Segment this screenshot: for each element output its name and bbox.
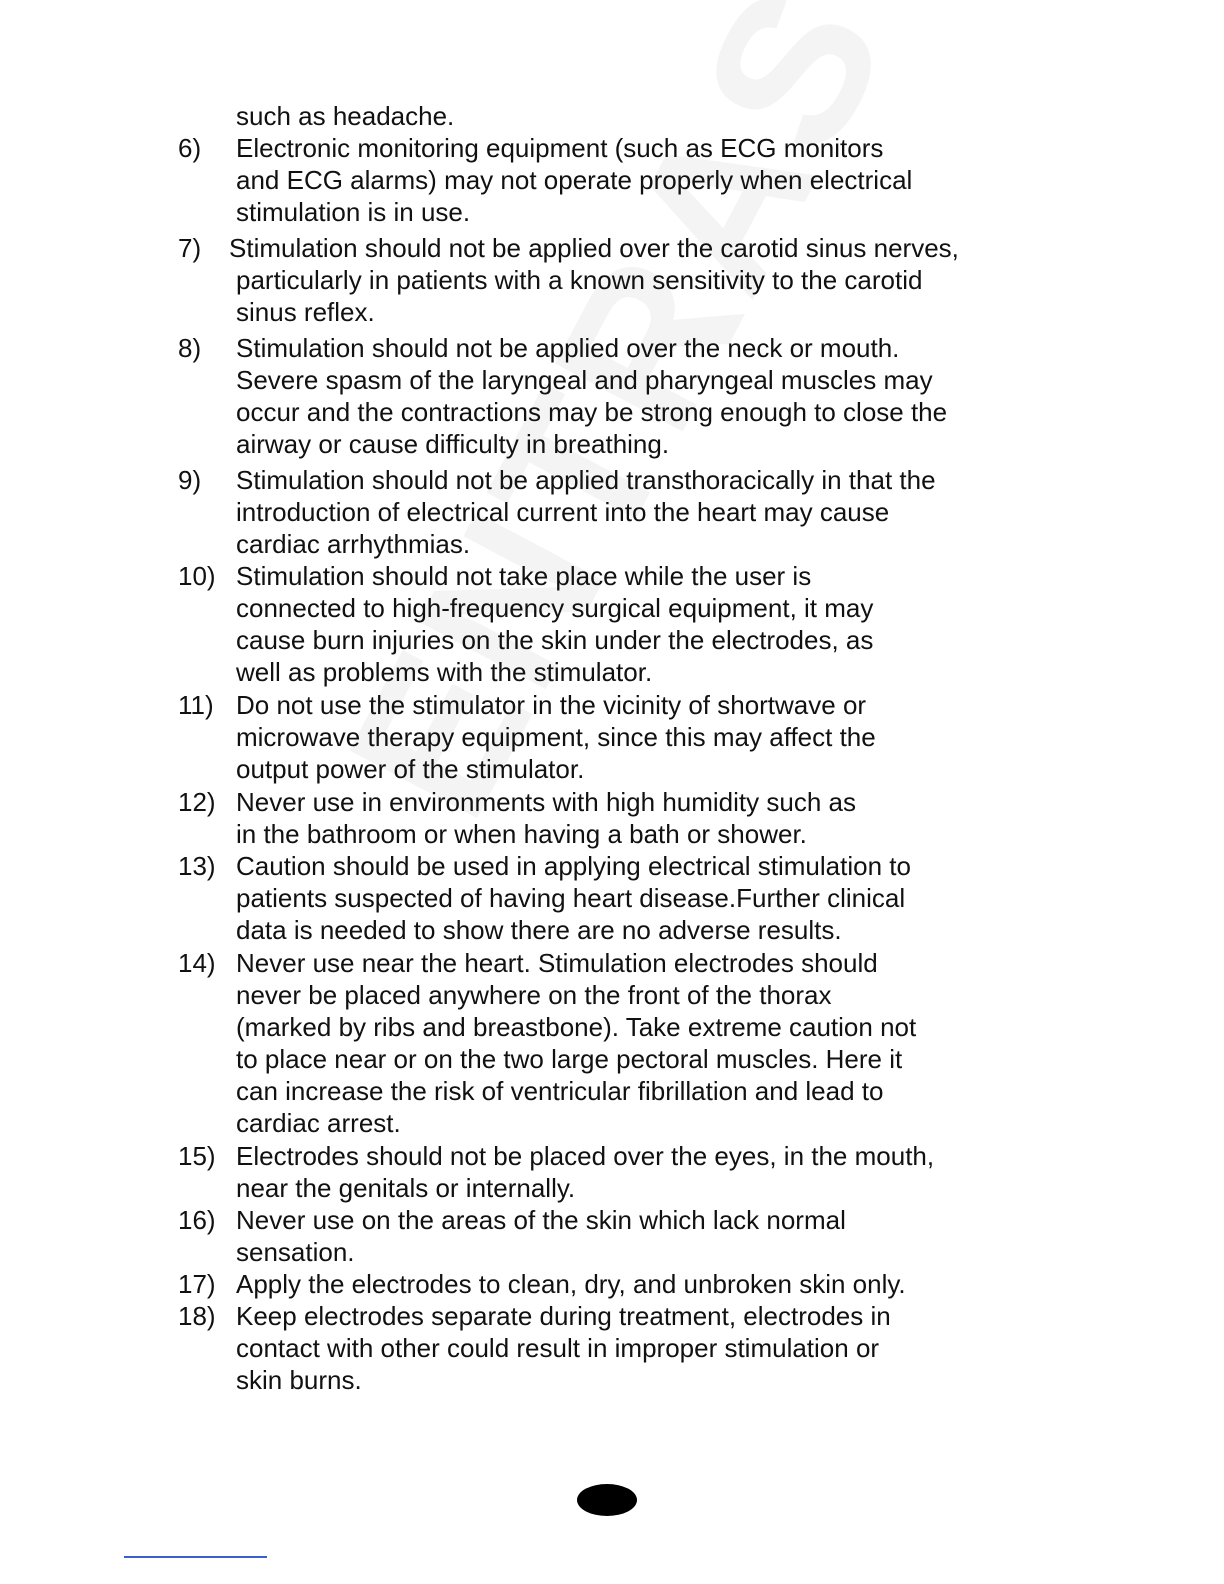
item-line: data is needed to show there are no adverse results. (236, 915, 842, 945)
item-line: cardiac arrhythmias. (236, 529, 471, 559)
item-line: contact with other could result in improper stimulation or (236, 1333, 880, 1363)
item-number: 16) (178, 1205, 216, 1235)
item-number: 6) (178, 133, 202, 163)
item-line: particularly in patients with a known sensitivity to the carotid (236, 265, 923, 295)
item-number: 17) (178, 1269, 216, 1299)
item-line: patients suspected of having heart disease.Further clinical (236, 883, 906, 913)
item-line: never be placed anywhere on the front of the thorax (236, 980, 832, 1010)
item-line: Caution should be used in applying electrical stimulation to (236, 851, 911, 881)
item-number: 9) (178, 465, 202, 495)
item-number: 10) (178, 561, 216, 591)
item-line: Stimulation should not be applied transthoracically in that the (236, 465, 936, 495)
item-number: 13) (178, 851, 216, 881)
item-line: occur and the contractions may be strong enough to close the (236, 397, 948, 427)
continuation-line: such as headache. (236, 101, 455, 131)
item-line: Apply the electrodes to clean, dry, and unbroken skin only. (236, 1269, 906, 1299)
item-number: 12) (178, 787, 216, 817)
item-line: Stimulation should not be applied over the neck or mouth. (236, 333, 900, 363)
item-line: cause burn injuries on the skin under the electrodes, as (236, 625, 874, 655)
item-line: sensation. (236, 1237, 355, 1267)
item-line: near the genitals or internally. (236, 1173, 576, 1203)
item-line: Never use in environments with high humidity such as (236, 787, 856, 817)
item-line: skin burns. (236, 1365, 362, 1395)
item-number: 14) (178, 948, 216, 978)
item-line: Never use on the areas of the skin which lack normal (236, 1205, 846, 1235)
item-number: 8) (178, 333, 202, 363)
item-line: Electrodes should not be placed over the eyes, in the mouth, (236, 1141, 935, 1171)
item-line: cardiac arrest. (236, 1108, 401, 1138)
item-line: Keep electrodes separate during treatment, electrodes in (236, 1301, 891, 1331)
item-line: sinus reflex. (236, 297, 375, 327)
item-line: Severe spasm of the laryngeal and pharyngeal muscles may (236, 365, 933, 395)
item-line: output power of the stimulator. (236, 754, 585, 784)
item-number: 7) (178, 233, 202, 263)
item-line: in the bathroom or when having a bath or shower. (236, 819, 807, 849)
item-number: 15) (178, 1141, 216, 1171)
item-line: airway or cause difficulty in breathing. (236, 429, 670, 459)
item-number: 18) (178, 1301, 216, 1331)
item-line: to place near or on the two large pectoral muscles. Here it (236, 1044, 903, 1074)
item-line: Never use near the heart. Stimulation electrodes should (236, 948, 878, 978)
item-line: stimulation is in use. (236, 197, 471, 227)
item-line: can increase the risk of ventricular fibrillation and lead to (236, 1076, 884, 1106)
item-line: Stimulation should not be applied over the carotid sinus nerves, (229, 233, 959, 263)
item-line: Electronic monitoring equipment (such as ECG monitors (236, 133, 884, 163)
item-line: and ECG alarms) may not operate properly when electrical (236, 165, 913, 195)
item-line: connected to high-frequency surgical equipment, it may (236, 593, 874, 623)
item-line: microwave therapy equipment, since this may affect the (236, 722, 876, 752)
item-line: introduction of electrical current into the heart may cause (236, 497, 890, 527)
item-line: Do not use the stimulator in the vicinity of shortwave or (236, 690, 867, 720)
page-number-oval (577, 1484, 637, 1516)
item-line: (marked by ribs and breastbone). Take extreme caution not (236, 1012, 917, 1042)
item-number: 11) (178, 690, 214, 720)
item-line: well as problems with the stimulator. (236, 657, 653, 687)
item-line: Stimulation should not take place while the user is (236, 561, 812, 591)
footer-rule (124, 1556, 267, 1558)
